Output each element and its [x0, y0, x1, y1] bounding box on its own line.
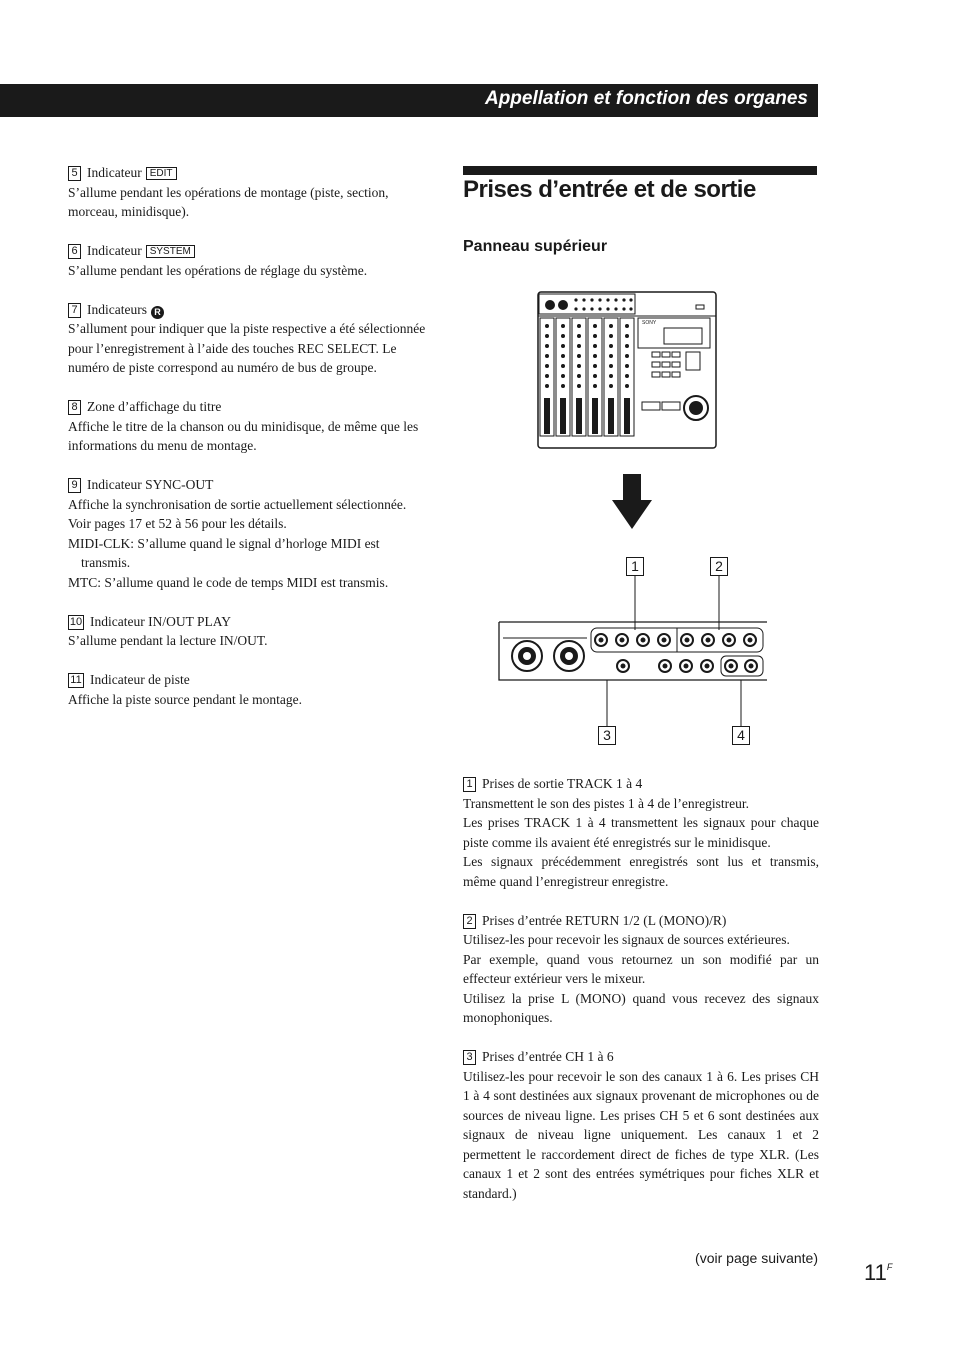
callout-4: 4 — [732, 726, 750, 745]
item-number: 10 — [69, 615, 83, 628]
item-text: Transmettent le son des pistes 1 à 4 de l’enregistreur. — [463, 795, 749, 811]
continued-note: (voir page suivante) — [695, 1250, 818, 1266]
item-text: Les prises TRACK 1 à 4 transmettent les signaux pour chaque piste comme ils avaient été enregistrés sur le minidisque. — [463, 815, 819, 850]
item-number: 8 — [68, 400, 81, 415]
item-label: Indicateurs — [87, 301, 147, 317]
edit-tag: EDIT — [146, 167, 177, 180]
list-item — [68, 612, 428, 651]
item-label: Indicateur — [87, 243, 142, 258]
item-text: Affiche la piste source pendant le montage. — [68, 691, 303, 707]
item-text: Affiche la synchronisation de sortie actuellement sélectionnée. — [68, 496, 407, 512]
item-number: 6 — [68, 244, 81, 259]
page-suffix: F — [886, 1262, 893, 1272]
item-label: Indicateur — [87, 165, 142, 180]
header-title: Appellation et fonction des organes — [484, 88, 808, 109]
rec-indicator-icon: R — [151, 306, 164, 319]
item-label: Prises d’entrée RETURN 1/2 (L (MONO)/R) — [482, 912, 727, 928]
item-text: Utilisez-les pour recevoir le son des canaux 1 à 6. Les prises CH 1 à 4 sont destinées aux signaux provenant de microphones ou de sources de niveau ligne. Les prises CH 5 et 6 sont destinées aux signaux de niveau ligne uniquement. Les canaux 1 et 2 permettent le raccordement direct de fiches de type XLR. (Les canaux 1 et 2 sont des entrées symétriques pour fiches XLR et standard.) — [463, 1068, 819, 1201]
list-item — [68, 241, 428, 280]
item-label: Indicateur de piste — [90, 672, 190, 687]
list-item — [68, 163, 428, 222]
item-number: 2 — [463, 914, 476, 929]
item-number: 5 — [68, 166, 81, 181]
list-item — [463, 911, 819, 1028]
item-number: 11 — [68, 673, 84, 688]
item-text: Voir pages 17 et 52 à 56 pour les détails. — [68, 516, 287, 531]
list-item — [68, 475, 428, 592]
left-column — [68, 163, 428, 729]
device-illustration — [536, 290, 720, 452]
item-text: Utilisez la prise L (MONO) quand vous recevez des signaux monophoniques. — [463, 990, 819, 1025]
item-text: Par exemple, quand vous retournez un son modifié par un effecteur extérieur vers le mixeur. — [463, 951, 819, 986]
item-number: 7 — [68, 303, 81, 318]
item-text: S’allume pendant les opérations de réglage du système. — [68, 262, 368, 278]
down-arrow-icon — [611, 474, 653, 530]
item-text: MIDI-CLK: S’allume quand le signal d’horloge MIDI est transmis. — [68, 535, 380, 570]
list-item — [68, 397, 428, 456]
item-number: 1 — [463, 777, 476, 792]
callout-3: 3 — [598, 726, 616, 745]
item-label: Indicateur IN/OUT PLAY — [90, 613, 231, 629]
item-text: MTC: S’allume quand le code de temps MIDI est transmis. — [68, 574, 389, 590]
item-text: S’allume pendant les opérations de montage (piste, section, morceau, minidisque). — [68, 184, 389, 219]
list-item — [463, 1047, 819, 1203]
item-text: Les signaux précédemment enregistrés sont lus et transmis, même quand l’enregistreur enregistre. — [463, 854, 819, 889]
jack-panel-illustration — [497, 574, 769, 726]
item-text: Affiche le titre de la chanson ou du minidisque, de même que les informations du menu de montage. — [68, 418, 419, 453]
system-tag: SYSTEM — [146, 245, 195, 258]
section-subtitle: Panneau supérieur — [463, 238, 608, 255]
header-bar — [0, 84, 818, 117]
item-label: Indicateur SYNC-OUT — [87, 477, 214, 492]
list-item — [68, 670, 428, 709]
brand-label: SONY — [642, 320, 657, 326]
right-column — [463, 774, 819, 1223]
item-text: Utilisez-les pour recevoir les signaux de sources extérieures. — [463, 932, 790, 947]
list-item — [463, 774, 819, 891]
callout-1: 1 — [626, 557, 644, 576]
item-number: 3 — [463, 1050, 476, 1065]
section-title: Prises d’entrée et de sortie — [463, 176, 756, 203]
callout-2: 2 — [710, 557, 728, 576]
item-number: 9 — [68, 478, 81, 493]
item-label: Zone d’affichage du titre — [87, 399, 222, 414]
page-number — [864, 1260, 892, 1286]
item-text: S’allume pendant la lecture IN/OUT. — [68, 633, 268, 648]
page-number-value: 11 — [864, 1260, 887, 1285]
section-rule — [463, 166, 817, 175]
item-label: Prises de sortie TRACK 1 à 4 — [482, 776, 643, 791]
list-item — [68, 300, 428, 378]
item-text: S’allument pour indiquer que la piste respective a été sélectionnée pour l’enregistrement à l’aide des touches REC SELECT. Le numéro de piste correspond au numéro de bus de groupe. — [68, 321, 426, 375]
item-label: Prises d’entrée CH 1 à 6 — [482, 1049, 614, 1064]
